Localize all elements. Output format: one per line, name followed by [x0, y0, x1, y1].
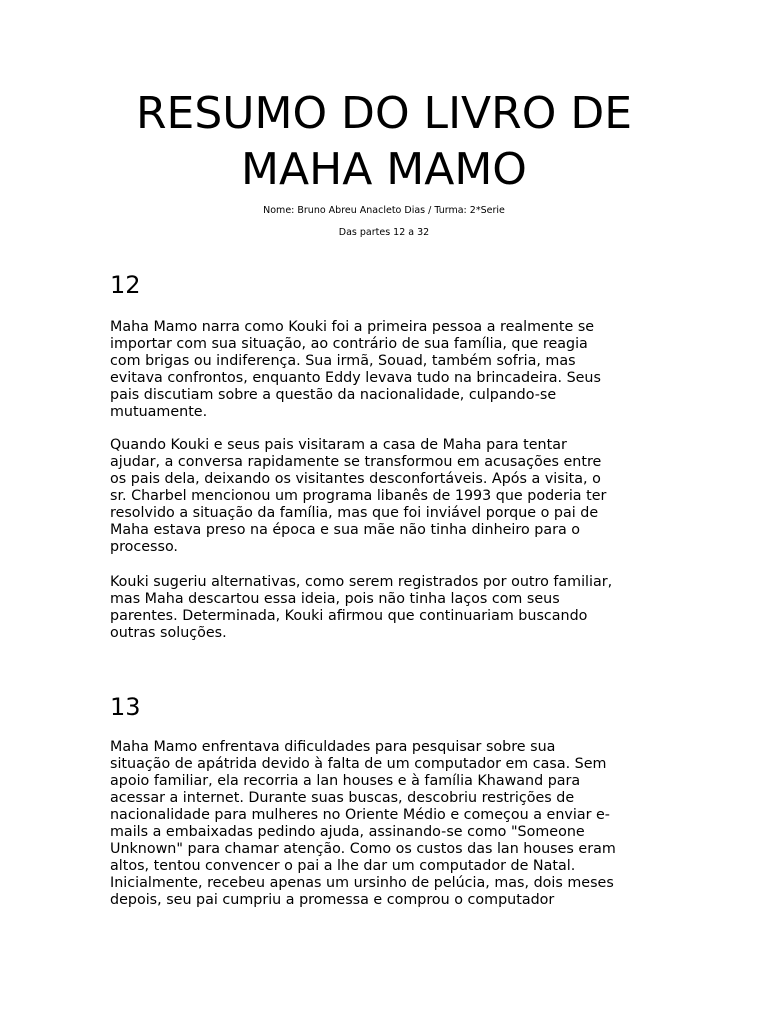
parts-range: Das partes 12 a 32 — [338, 227, 430, 238]
section-heading-13: 13 — [110, 693, 141, 721]
document-title: RESUMO DO LIVRO DE MAHA MAMO — [135, 88, 633, 195]
student-info: Nome: Bruno Abreu Anacleto Dias / Turma: 2*Serie — [263, 205, 505, 216]
section-12-paragraph-2: Quando Kouki e seus pais visitaram a casa de Maha para tentar ajudar, a conversa rapidamente se transformou em acusações entre os pais dela, deixando os visitantes desconfortáveis. Após a visita, o sr. Charbel mencionou um programa libanês de 1993 que poderia ter resolvido a situação da família, mas que foi inviável porque o pai de Maha estava preso na época e sua mãe não tinha dinheiro para o processo. — [110, 437, 607, 555]
section-heading-12: 12 — [110, 271, 141, 299]
section-12-paragraph-3: Kouki sugeriu alternativas, como serem registrados por outro familiar, mas Maha descartou essa ideia, pois não tinha laços com seus parentes. Determinada, Kouki afirmou que continuariam buscando outras soluções. — [110, 574, 613, 641]
section-13-paragraph-1: Maha Mamo enfrentava dificuldades para pesquisar sobre sua situação de apátrida devido à falta de um computador em casa. Sem apoio familiar, ela recorria a lan houses e à família Khawand para acessar a internet. Durante suas buscas, descobriu restrições de nacionalidade para mulheres no Oriente Médio e começou a enviar e- mails a embaixadas pedindo ajuda, assinando-se como "Someone Unknown" para chamar atenção. Como os custos das lan houses eram altos, tentou convencer o pai a lhe dar um computador de Natal. Inicialmente, recebeu apenas um ursinho de pelúcia, mas, dois meses depois, seu pai cumpriu a promessa e comprou o computador — [110, 739, 616, 908]
section-12-paragraph-1: Maha Mamo narra como Kouki foi a primeira pessoa a realmente se importar com sua situação, ao contrário de sua família, que reagia com brigas ou indiferença. Sua irmã, Souad, também sofria, mas evitava confrontos, enquanto Eddy levava tudo na brincadeira. Seus pais discutiam sobre a questão da nacionalidade, culpando-se mutuamente. — [110, 319, 601, 420]
